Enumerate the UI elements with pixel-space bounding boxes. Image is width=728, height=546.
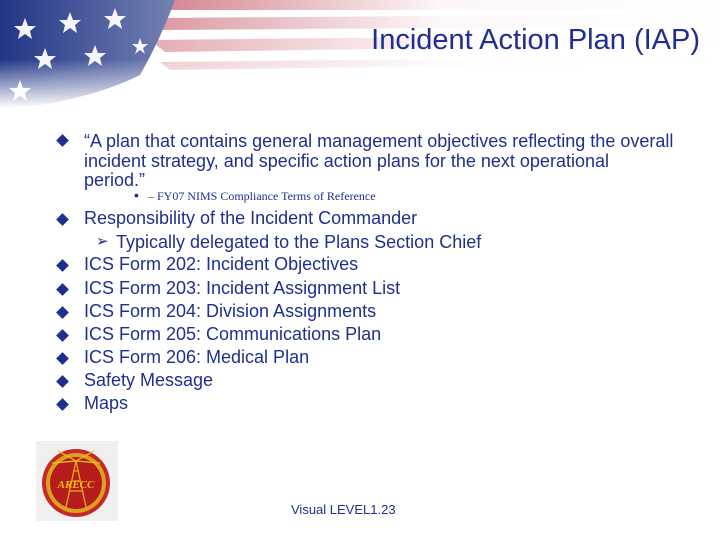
bullet-text: Maps bbox=[84, 393, 129, 413]
bullet-text: ICS Form 206: Medical Plan bbox=[84, 347, 310, 367]
bullet-text: ICS Form 202: Incident Objectives bbox=[84, 254, 359, 274]
diamond-bullet-icon bbox=[56, 306, 69, 319]
bullet-text: ICS Form 203: Incident Assignment List bbox=[84, 278, 401, 298]
arecc-logo bbox=[36, 441, 118, 521]
sub-bullet-text: Typically delegated to the Plans Section Chief bbox=[116, 232, 482, 252]
diamond-bullet-icon bbox=[56, 259, 69, 272]
diamond-bullet-icon bbox=[56, 352, 69, 365]
diamond-bullet-icon bbox=[56, 134, 69, 147]
diamond-bullet-icon bbox=[56, 213, 69, 226]
header-banner bbox=[0, 0, 728, 108]
diamond-bullet-icon bbox=[56, 283, 69, 296]
arrow-bullet-icon: ➢ bbox=[96, 233, 109, 250]
diamond-bullet-icon bbox=[56, 398, 69, 411]
slide-title: Incident Action Plan (IAP) bbox=[371, 24, 700, 56]
bullet-text: ICS Form 205: Communications Plan bbox=[84, 324, 382, 344]
quote-text: “A plan that contains general management objectives reflecting the overall incident strategy, and specific action plans for the next operational period.” bbox=[84, 131, 674, 190]
logo-area bbox=[36, 441, 118, 521]
dot-bullet-icon: • bbox=[134, 187, 139, 203]
logo-text: ARECC bbox=[57, 479, 95, 491]
diamond-bullet-icon bbox=[56, 375, 69, 388]
bullet-text: ICS Form 204: Division Assignments bbox=[84, 301, 377, 321]
footer-text: Visual LEVEL1.23 bbox=[291, 502, 396, 517]
bullet-text: Responsibility of the Incident Commander bbox=[84, 208, 418, 228]
bullet-text: Safety Message bbox=[84, 370, 214, 390]
reference-text: – FY07 NIMS Compliance Terms of Reference bbox=[148, 189, 376, 203]
diamond-bullet-icon bbox=[56, 329, 69, 342]
